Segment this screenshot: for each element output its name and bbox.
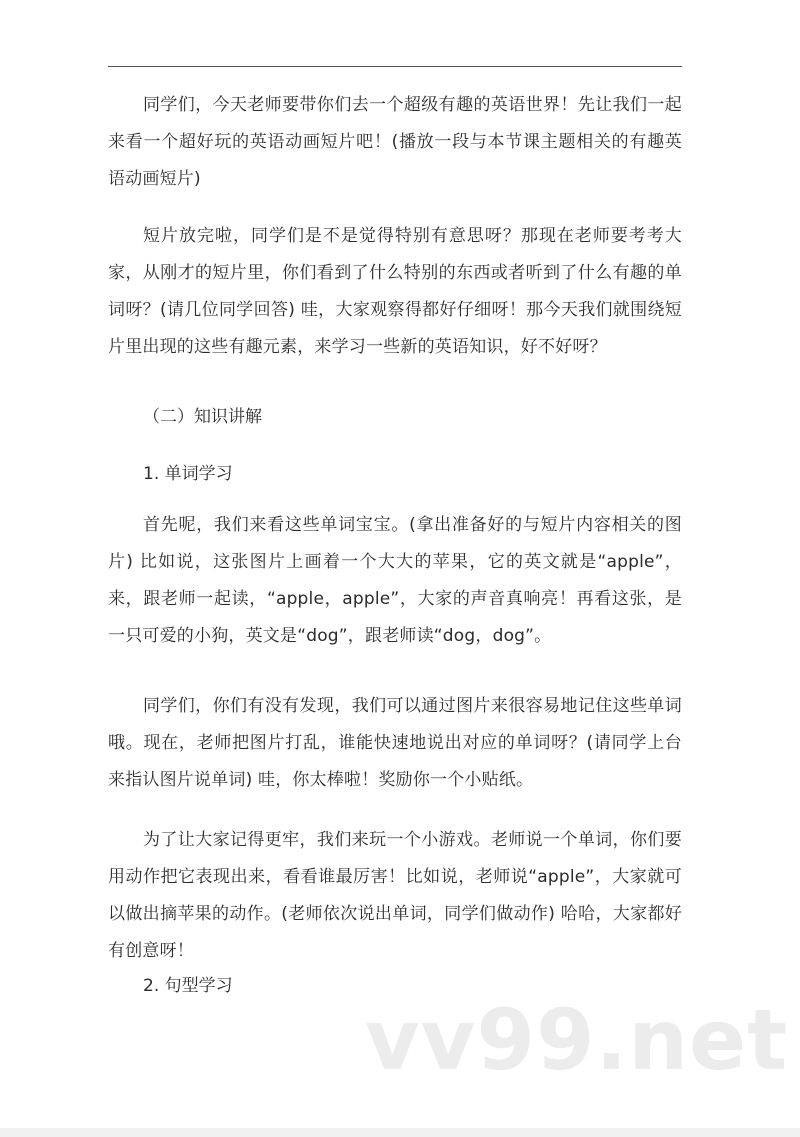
paragraph-vocabulary-quiz: 同学们，你们有没有发现，我们可以通过图片来很容易地记住这些单词哦。现在，老师把图片打乱，谁能快速地说出对应的单词呀？(请同学上台来指认图片说单词) 哇，你太棒啦！奖励你一个小贴纸。 <box>108 696 682 790</box>
subheading-vocabulary: 1. 单词学习 <box>143 464 233 484</box>
paragraph-vocabulary-game: 为了让大家记得更牢，我们来玩一个小游戏。老师说一个单词，你们要用动作把它表现出来，看看谁最厉害！比如说，老师说“apple”，大家就可以做出摘苹果的动作。(老师依次说出单词，同学们做动作) 哈哈，大家都好有创意呀！ <box>108 830 682 961</box>
paragraph-vocabulary-pictures: 首先呢，我们来看这些单词宝宝。(拿出准备好的与短片内容相关的图片) 比如说，这张图片上画着一个大大的苹果，它的英文就是“apple”，来，跟老师一起读，“apple，apple”，大家的声音真响亮！再看这张，是一只可爱的小狗，英文是“dog”，跟老师读“dog，dog”。 <box>108 515 682 646</box>
paragraph-video-discussion: 短片放完啦，同学们是不是觉得特别有意思呀？那现在老师要考考大家，从刚才的短片里，你们看到了什么特别的东西或者听到了什么有趣的单词呀？(请几位同学回答) 哇，大家观察得都好仔细呀！那今天我们就围绕短片里出现的这些有趣元素，来学习一些新的英语知识，好不好呀？ <box>108 226 682 357</box>
watermark-text: vv99.net <box>365 991 789 1089</box>
section-heading-knowledge: （二）知识讲解 <box>143 407 262 427</box>
subheading-sentence-patterns: 2. 句型学习 <box>143 976 233 996</box>
page-bottom-edge <box>0 1128 800 1137</box>
paragraph-intro: 同学们，今天老师要带你们去一个超级有趣的英语世界！先让我们一起来看一个超好玩的英语动画短片吧！(播放一段与本节课主题相关的有趣英语动画短片) <box>108 95 682 189</box>
header-rule <box>108 66 682 67</box>
